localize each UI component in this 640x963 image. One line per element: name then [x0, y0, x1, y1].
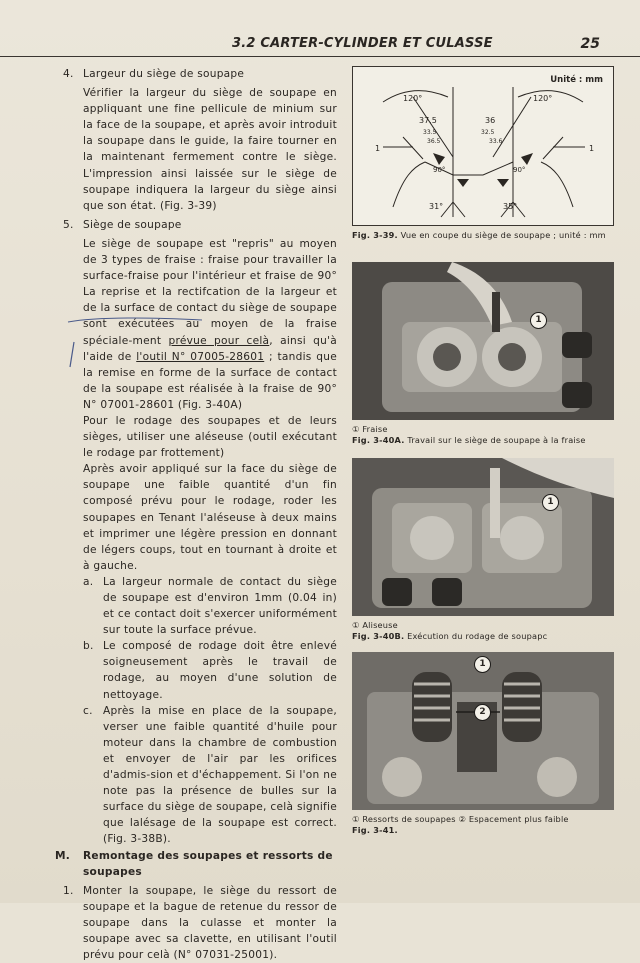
sub-item-text: Le composé de rodage doit être enlevé soigneusement après le travail de rodage, au moyen d'une solution de nettoyage.	[103, 640, 337, 701]
item-number: 1.	[63, 884, 74, 897]
callout-1: 1	[542, 494, 559, 511]
photo-illustration	[352, 652, 614, 810]
item-5-paragraph-3: Après avoir appliqué sur la face du siège de soupape une faible quantité d'un fin composé prévu pour le rodage, roder les soupapes en Tenant l'aléseuse à deux mains et imprimer une légère pression en donnant de légers coups, tout en tournant à droite et à gauche.	[83, 463, 337, 572]
item-title: Largeur du siège de soupape	[83, 68, 245, 80]
cylinder-head-photo-milling	[352, 262, 614, 420]
figure-legend: ① Ressorts de soupapes ② Espacement plus faible	[352, 814, 569, 824]
dimension-label: 33.6	[489, 138, 503, 145]
unit-label: Unité : mm	[550, 75, 603, 85]
figure-caption	[352, 825, 614, 836]
caption-label: Fig. 3-40A.	[352, 435, 405, 445]
item-text: Monter la soupape, le siège du ressort de soupape et la bague de retenue du ressor de soupape dans la culasse et monter la soupape avec sa clavette, en utilisant l'outil prévu pour celà (N° 07031-25001).	[83, 884, 337, 962]
sub-item-letter: a.	[83, 575, 94, 588]
item-5-paragraph-2: Pour le rodage des soupapes et de leurs sièges, utiliser une aléseuse (outil exécutant le rodage par frottement)	[83, 414, 337, 460]
sub-item-text: Après la mise en place de la soupape, verser une faible quantité d'huile pour moteur dans la chambre de combustion et envoyer de l'air par les orifices d'admis-sion et d'échappement. Si l'on ne note pas la présence de bulles sur la surface du siège de soupape, celà signifie que lalésage de la soupape est correct. (Fig. 3-38B).	[103, 704, 337, 846]
section-letter: M.	[55, 849, 71, 862]
section-m-item-1	[55, 883, 337, 963]
caption-label: Fig. 3-39.	[352, 230, 398, 240]
dimension-label: 36	[485, 116, 496, 125]
sub-item-letter: b.	[83, 640, 94, 653]
figure-caption	[352, 230, 614, 241]
sub-item-text: La largeur normale de contact du siège de soupape est d'environ 1mm (0.04 in) et ce contact doit s'exercer uniformément sur toute la surface prévue.	[103, 575, 337, 637]
figure-legend: ① Aliseuse	[352, 620, 398, 630]
angle-label: 120°	[403, 94, 423, 103]
figure-3-40b	[352, 458, 614, 642]
dimension-label: 1	[589, 144, 595, 153]
figure-caption	[352, 631, 614, 642]
section-m-heading	[55, 848, 337, 880]
item-5-title	[55, 217, 337, 233]
main-text-column	[55, 66, 337, 963]
cylinder-head-photo-lapping	[352, 458, 614, 616]
underlined-tool-number: l'outil N° 07005-28601	[136, 350, 265, 363]
valve-springs-photo	[352, 652, 614, 810]
callout-2: 2	[474, 704, 491, 721]
caption-text: Vue en coupe du siège de soupape ; unité : mm	[400, 230, 606, 240]
callout-1: 1	[530, 312, 547, 329]
angle-label: 31°	[429, 202, 444, 211]
item-4-title	[55, 66, 337, 82]
angle-label: 120°	[533, 94, 553, 103]
text-run: Le siège de soupape est "repris" au moyen de 3 types de fraise : fraise pour travailler la surface-fraise pour l'intérieur et fraise de 90° La reprise et la rectifcation de la largeur et de la surface de contact du siège de soupape sont exécutées au moyen de la fraise spéciale-ment	[83, 237, 337, 347]
underlined-text: prévue pour celà	[168, 334, 270, 347]
angle-label: 35°	[503, 202, 518, 211]
section-heading-text: Remontage des soupapes et ressorts de soupapes	[83, 849, 333, 878]
caption-label: Fig. 3-41.	[352, 825, 398, 835]
valve-seat-diagram	[352, 66, 614, 226]
item-number: 5.	[63, 218, 74, 231]
text-run: , ainsi qu'à l'aide de	[83, 334, 337, 363]
dimension-label: 36.5	[427, 138, 441, 145]
pen-annotation	[62, 312, 212, 372]
dimension-label: 37.5	[419, 116, 437, 125]
section-title: 3.2 CARTER-CYLINDER ET CULASSE	[232, 36, 493, 51]
figure-3-41	[352, 652, 614, 836]
sub-item-c	[55, 703, 337, 848]
photo-illustration	[352, 262, 614, 420]
caption-text: Travail sur le siège de soupape à la fraise	[407, 435, 586, 445]
sub-item-b	[55, 638, 337, 702]
dimension-label: 33.5	[423, 129, 437, 136]
figure-3-40a	[352, 262, 614, 446]
text-run: ; tandis que la remise en forme de la surface de contact de la soupape est réalisée à la fraise de 90° N° 07001-28601 (Fig. 3-40A)	[83, 350, 337, 411]
caption-label: Fig. 3-40B.	[352, 631, 405, 641]
figure-legend: ① Fraise	[352, 424, 388, 434]
item-4-paragraph: Vérifier la largeur du siège de soupape en appliquant une fine pellicule de minium sur la face de la soupape, et après avoir introduit la soupape dans le guide, la faire tourner en la maintenant fermement contre le siège. L'impression ainsi laissée sur le siège de soupape indiquera la largeur du siège ainsi que son état. (Fig. 3-39)	[83, 87, 337, 212]
dimension-label: 32.5	[481, 129, 495, 136]
figure-3-39	[352, 66, 614, 241]
sub-item-a	[55, 574, 337, 638]
valve-seat-section-drawing	[353, 67, 614, 225]
dimension-label: 1	[375, 144, 381, 153]
page-number: 25	[580, 36, 600, 52]
callout-1: 1	[474, 656, 491, 673]
angle-label: 90°	[433, 166, 446, 174]
page-header	[0, 36, 640, 57]
item-title: Siège de soupape	[83, 218, 182, 231]
photo-illustration	[352, 458, 614, 616]
angle-label: 90°	[513, 166, 526, 174]
item-number: 4.	[63, 68, 74, 80]
sub-item-letter: c.	[83, 704, 93, 717]
figure-caption	[352, 435, 614, 446]
caption-text: Exécution du rodage de soupapc	[407, 631, 548, 641]
